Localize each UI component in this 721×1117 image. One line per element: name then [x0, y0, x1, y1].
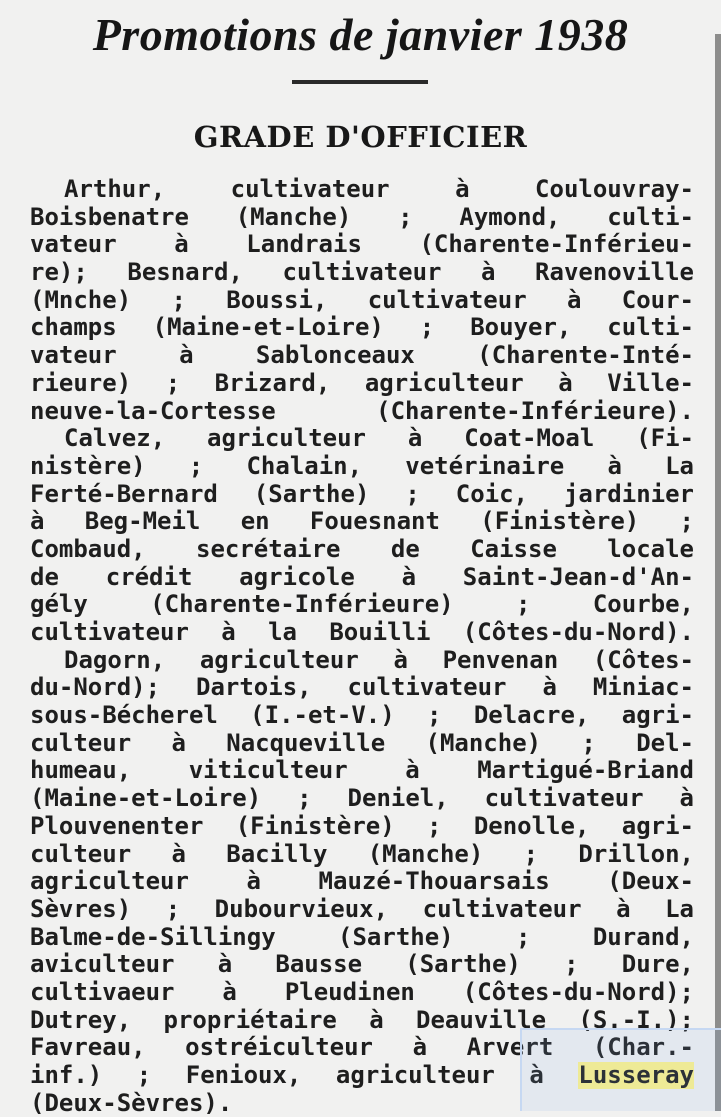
text-line: Combaud, secrétaire de Caisse locale	[30, 535, 694, 563]
text-line: vateur à Landrais (Charente-Inférieu-	[30, 231, 694, 259]
text-line: nistère) ; Chalain, vetérinaire à La	[30, 452, 694, 480]
text-line: de crédit agricole à Saint-Jean-d'An-	[30, 563, 694, 591]
text-line: Dagorn, agriculteur à Penvenan (Côtes-	[64, 646, 694, 674]
text-line: Plouvenenter (Finistère) ; Denolle, agri-	[30, 812, 694, 840]
text-line: Arthur, cultivateur à Coulouvray-	[64, 176, 694, 203]
text-line: vateur à Sablonceaux (Charente-Inté-	[30, 342, 694, 370]
text-line: culteur à Nacqueville (Manche) ; Del-	[30, 729, 694, 757]
text-line: Dutrey, propriétaire à Deauville (S.-I.);	[30, 1006, 694, 1034]
text-line: Favreau, ostréiculteur à Arvert (Char.-	[30, 1034, 694, 1062]
text-line: champs (Maine-et-Loire) ; Bouyer, culti-	[30, 314, 694, 342]
text-line: rieure) ; Brizard, agriculteur à Ville-	[30, 369, 694, 397]
text-line: cultivateur à la Bouilli (Côtes-du-Nord).	[30, 619, 694, 646]
text-line: agriculteur à Mauzé-Thouarsais (Deux-	[30, 868, 694, 896]
text-line: du-Nord); Dartois, cultivateur à Miniac-	[30, 674, 694, 702]
article-body	[30, 176, 694, 1117]
title-divider	[292, 80, 428, 84]
text-line: humeau, viticulteur à Martigué-Briand	[30, 757, 694, 785]
text-line: gély (Charente-Inférieure) ; Courbe,	[30, 591, 694, 619]
text-line: Calvez, agriculteur à Coat-Moal (Fi-	[64, 425, 694, 453]
text-line: culteur à Bacilly (Manche) ; Drillon,	[30, 840, 694, 868]
text-line: à Beg-Meil en Fouesnant (Finistère) ;	[30, 508, 694, 536]
text-line: Balme-de-Sillingy (Sarthe) ; Durand,	[30, 923, 694, 951]
column-edge	[715, 34, 721, 1111]
highlighted-word[interactable]: Lusseray	[578, 1062, 694, 1089]
text-line: neuve-la-Cortesse (Charente-Inférieure).	[30, 397, 694, 425]
text-line: sous-Bécherel (I.-et-V.) ; Delacre, agri-	[30, 702, 694, 730]
text-line: Sèvres) ; Dubourvieux, cultivateur à La	[30, 895, 694, 923]
text-line: (Mnche) ; Boussi, cultivateur à Cour-	[30, 286, 694, 314]
selection-box[interactable]	[520, 1028, 721, 1111]
text-line: Boisbenatre (Manche) ; Aymond, culti-	[30, 203, 694, 231]
text-line: (Deux-Sèvres).	[30, 1089, 233, 1117]
text-line-prefix: inf.) ; Fenioux, agriculteur à	[30, 1062, 579, 1089]
text-line: aviculteur à Bausse (Sarthe) ; Dure,	[30, 951, 694, 979]
page-title: Promotions de janvier 1938	[92, 9, 629, 60]
text-line: (Maine-et-Loire) ; Deniel, cultivateur à	[30, 785, 694, 813]
text-line: cultivaeur à Pleudinen (Côtes-du-Nord);	[30, 978, 694, 1006]
section-heading: GRADE D'OFFICIER	[193, 120, 528, 154]
text-line: Ferté-Bernard (Sarthe) ; Coic, jardinier	[30, 480, 694, 508]
text-line: re); Besnard, cultivateur à Ravenoville	[30, 259, 694, 287]
